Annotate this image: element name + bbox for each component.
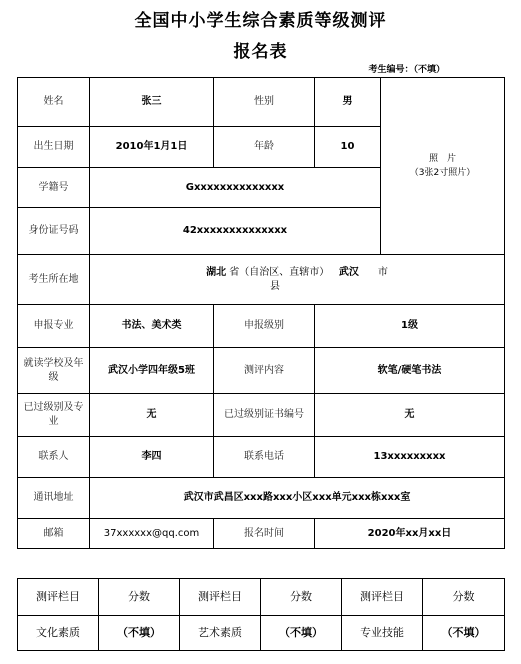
photo-box[interactable] xyxy=(381,78,505,255)
score-header-score-3: 分数 xyxy=(423,579,505,616)
score-category-culture: 文化素质 xyxy=(18,616,99,651)
name-label: 姓名 xyxy=(18,78,90,127)
photo-label: 照 片 xyxy=(428,154,456,164)
photo-note: （3张2寸照片） xyxy=(409,168,476,178)
level-value[interactable]: 1级 xyxy=(315,305,505,348)
school-label: 就读学校及年级 xyxy=(18,348,90,394)
cert-no-label: 已过级别证书编号 xyxy=(214,394,315,437)
level-label: 申报级别 xyxy=(214,305,315,348)
location-county-suffix: 县 xyxy=(270,280,280,292)
contact-value[interactable]: 李四 xyxy=(90,437,214,478)
score-header-category-2: 测评栏目 xyxy=(180,579,261,616)
passed-level-label: 已过级别及专业 xyxy=(18,394,90,437)
score-header-score-2: 分数 xyxy=(261,579,342,616)
location-city-suffix: 市 xyxy=(377,266,388,278)
location-label: 考生所在地 xyxy=(18,255,90,305)
id-card-value[interactable]: 42xxxxxxxxxxxxxx xyxy=(90,208,381,255)
location-province-suffix: 省（自治区、直辖市） xyxy=(229,266,330,278)
score-header-score-1: 分数 xyxy=(99,579,180,616)
score-category-art: 艺术素质 xyxy=(180,616,261,651)
location-value[interactable] xyxy=(90,255,505,305)
age-label: 年龄 xyxy=(214,127,315,168)
phone-value[interactable]: 13xxxxxxxxx xyxy=(315,437,505,478)
major-label: 申报专业 xyxy=(18,305,90,348)
location-province: 湖北 xyxy=(206,266,227,278)
contact-label: 联系人 xyxy=(18,437,90,478)
score-table xyxy=(17,578,505,651)
gender-label: 性别 xyxy=(214,78,315,127)
score-header-category-1: 测评栏目 xyxy=(18,579,99,616)
passed-level-value[interactable]: 无 xyxy=(90,394,214,437)
id-card-label: 身份证号码 xyxy=(18,208,90,255)
signup-time-value[interactable]: 2020年xx月xx日 xyxy=(315,519,505,549)
major-value[interactable]: 书法、美术类 xyxy=(90,305,214,348)
test-content-label: 测评内容 xyxy=(214,348,315,394)
score-culture-value[interactable]: （不填） xyxy=(99,616,180,651)
gender-value[interactable]: 男 xyxy=(315,78,381,127)
form-title: 全国中小学生综合素质等级测评 xyxy=(134,11,387,31)
cert-no-value[interactable]: 无 xyxy=(315,394,505,437)
address-label: 通讯地址 xyxy=(18,478,90,519)
birth-label: 出生日期 xyxy=(18,127,90,168)
location-city: 武汉 xyxy=(338,266,359,278)
address-value[interactable]: 武汉市武昌区xxx路xxx小区xxx单元xxx栋xxx室 xyxy=(90,478,505,519)
form-subtitle: 报名表 xyxy=(233,42,288,62)
signup-time-label: 报名时间 xyxy=(214,519,315,549)
age-value[interactable]: 10 xyxy=(315,127,381,168)
score-category-skill: 专业技能 xyxy=(342,616,423,651)
student-id-value[interactable]: Gxxxxxxxxxxxxxx xyxy=(90,168,381,208)
birth-value[interactable]: 2010年1月1日 xyxy=(90,127,214,168)
email-value[interactable]: 37xxxxxx@qq.com xyxy=(90,519,214,549)
test-content-value[interactable]: 软笔/硬笔书法 xyxy=(315,348,505,394)
score-art-value[interactable]: （不填） xyxy=(261,616,342,651)
phone-label: 联系电话 xyxy=(214,437,315,478)
exam-number-label: 考生编号：（不填） xyxy=(368,65,445,75)
student-id-label: 学籍号 xyxy=(18,168,90,208)
school-value[interactable]: 武汉小学四年级5班 xyxy=(90,348,214,394)
score-skill-value[interactable]: （不填） xyxy=(423,616,505,651)
name-value[interactable]: 张三 xyxy=(90,78,214,127)
registration-table xyxy=(17,77,505,549)
email-label: 邮箱 xyxy=(18,519,90,549)
score-header-category-3: 测评栏目 xyxy=(342,579,423,616)
